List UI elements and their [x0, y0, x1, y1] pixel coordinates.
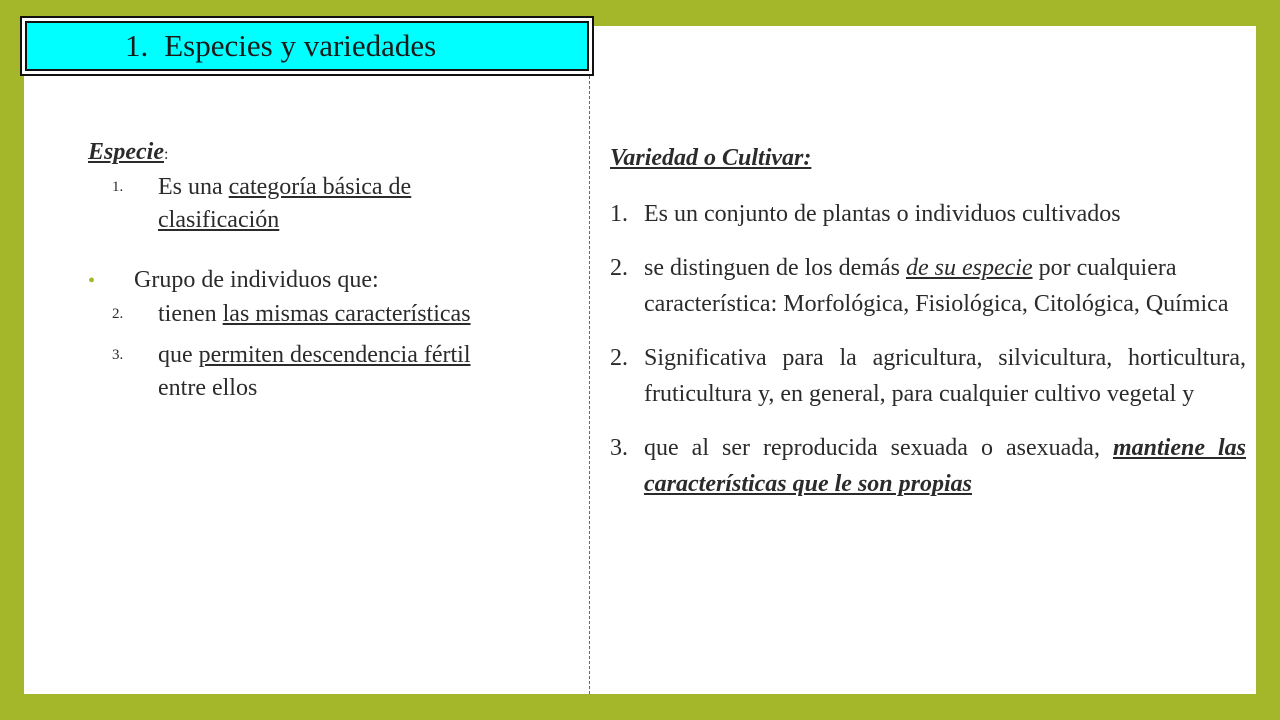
- item-text-suffix: por cualquiera característica: Morfológica, Fisiológica, Citológica, Química: [644, 255, 1229, 317]
- list-number: 2.: [610, 345, 628, 371]
- item-underlined-text: categoría básica de clasificación: [158, 174, 412, 233]
- item-text-suffix: entre ellos: [158, 375, 258, 401]
- list-number: 3.: [112, 347, 124, 363]
- bullet-item: [88, 264, 518, 298]
- variedad-heading: Variedad o Cultivar:: [610, 145, 812, 171]
- variedad-item-2: [610, 250, 1246, 322]
- title-banner: [25, 21, 589, 71]
- especie-item-1: [88, 171, 518, 237]
- item-strong-emphasis: mantiene las características que le son propias: [644, 435, 1247, 497]
- especie-item-2: [88, 298, 518, 331]
- page-title: Especies y variedades: [164, 28, 437, 63]
- item-text: Significativa para la agricultura, silvicultura, horticultura, fruticultura y, en general, para cualquier cultivo vegetal y: [644, 345, 1246, 407]
- left-column: [88, 136, 518, 405]
- item-underlined-text: permiten descendencia fértil: [198, 342, 471, 368]
- especie-heading: Especie: [88, 139, 164, 165]
- list-number: 2.: [610, 255, 628, 281]
- item-text: que: [158, 342, 199, 368]
- title-box: [20, 16, 594, 76]
- especie-heading-colon: :: [163, 146, 169, 163]
- item-underlined-text: las mismas características: [222, 301, 471, 327]
- list-number: 2.: [112, 306, 124, 322]
- bullet-icon: •: [88, 270, 96, 292]
- right-column: [610, 140, 1246, 502]
- list-number: 1.: [112, 179, 124, 195]
- item-text: Es una: [158, 174, 229, 200]
- item-emphasis: de su especie: [905, 255, 1033, 281]
- variedad-item-4: [610, 430, 1246, 502]
- item-text: se distinguen de los demás: [644, 255, 906, 281]
- variedad-item-3: [610, 340, 1246, 412]
- especie-item-3: [88, 339, 518, 405]
- title-number: 1.: [125, 28, 149, 63]
- bullet-text: Grupo de individuos que:: [134, 267, 379, 293]
- list-number: 1.: [610, 201, 628, 227]
- item-text: que al ser reproducida sexuada o asexuada,: [644, 435, 1113, 461]
- variedad-item-1: [610, 196, 1246, 232]
- item-text: tienen: [158, 301, 223, 327]
- item-text: Es un conjunto de plantas o individuos cultivados: [644, 201, 1121, 227]
- list-number: 3.: [610, 435, 628, 461]
- especie-heading-row: [88, 136, 518, 171]
- column-divider: [589, 26, 590, 694]
